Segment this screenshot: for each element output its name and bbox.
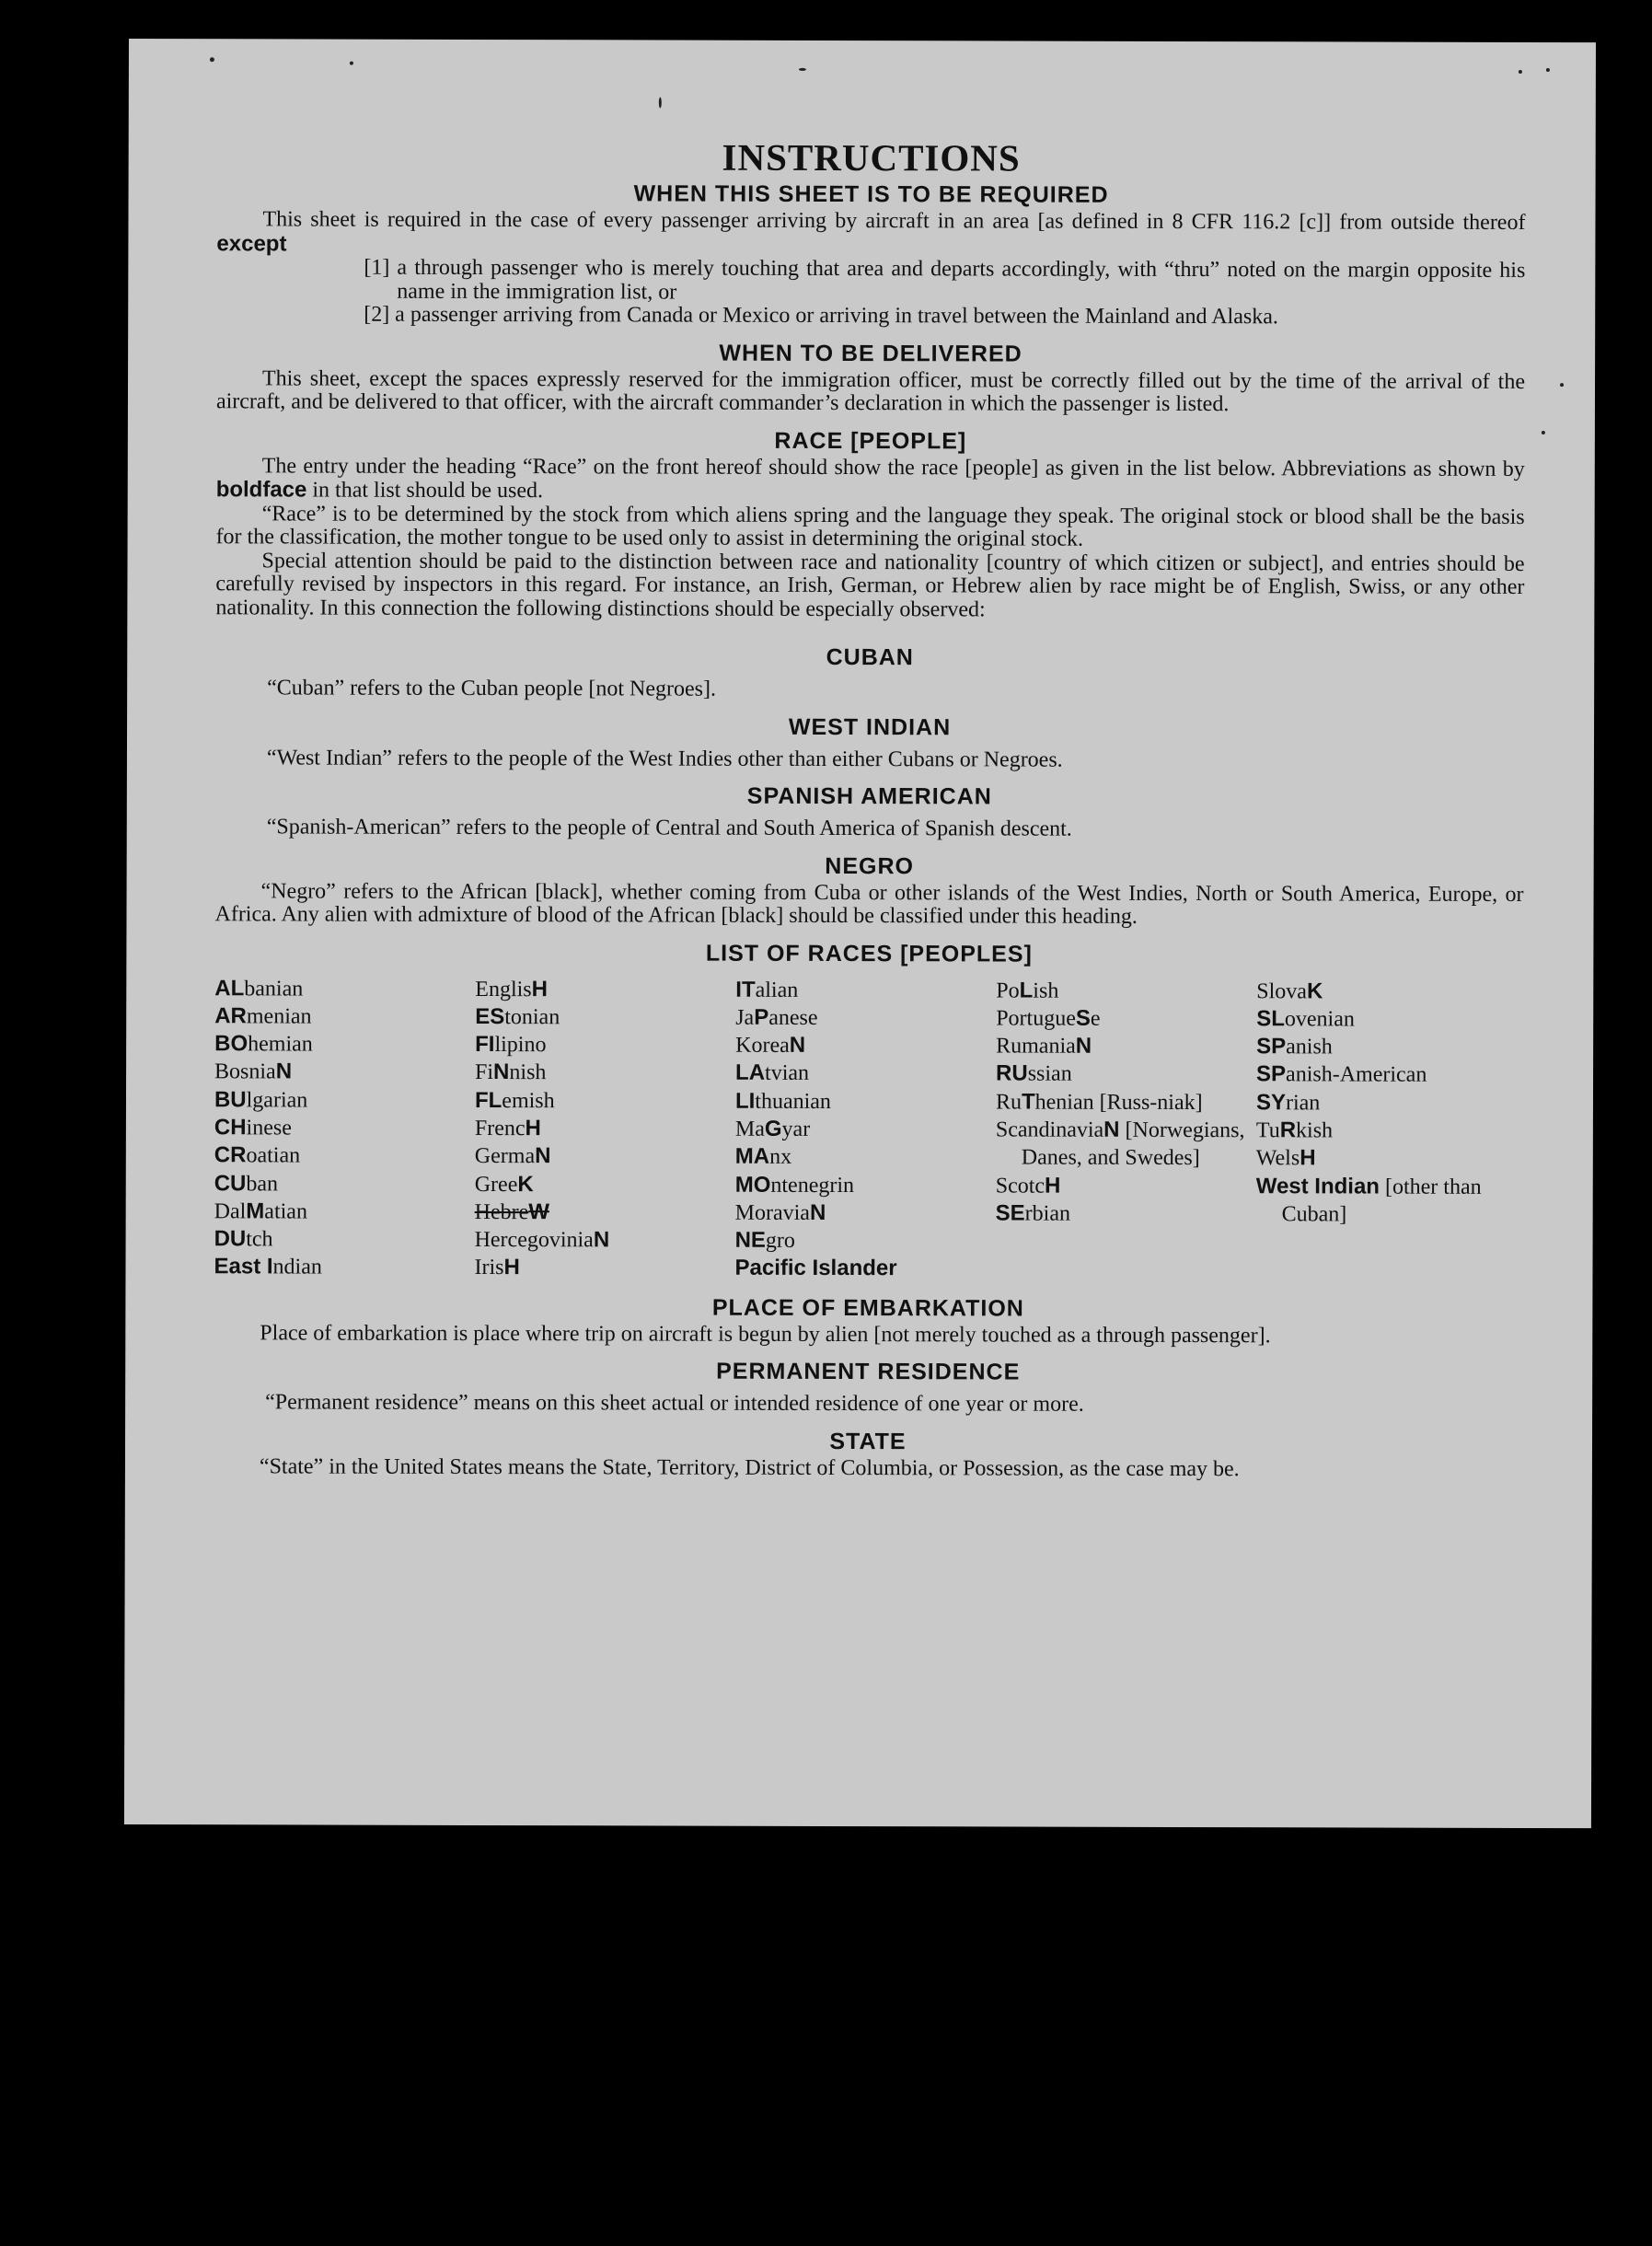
race-abbrev: RU <box>996 1060 1028 1086</box>
race-abbrev: CR <box>214 1142 247 1168</box>
heading-when-required: WHEN THIS SHEET IS TO BE REQUIRED <box>633 180 1109 208</box>
races-column-4 <box>995 977 1256 1284</box>
race-paragraph-3: Special attention should be paid to the distinction between race and nationality [country of which citizen or subject], and entries should be carefully revised by inspectors in this regard. For instance, an Irish, German, or Hebrew alien by race might be of English, Swiss, or any other nationality. In this connection the following distinctions should be especially observed: <box>215 548 1525 621</box>
race-entry: DalMatian <box>214 1198 307 1224</box>
scan-speck <box>1546 68 1550 72</box>
race-abbrev: FL <box>474 1087 503 1113</box>
race-entry: NEgro <box>734 1227 795 1254</box>
heading-west-indian: WEST INDIAN <box>788 713 952 740</box>
embarkation-text: Place of embarkation is place where trip on aircraft is begun by alien [not merely touched as a through passenger]. <box>260 1321 1271 1349</box>
scan-speck <box>799 68 806 71</box>
heading-place-of-embarkation: PLACE OF EMBARKATION <box>711 1294 1024 1322</box>
document-content <box>214 134 1526 1482</box>
race-abbrev: MO <box>734 1172 771 1198</box>
race-abbrev: AL <box>214 975 245 1001</box>
race-entry: FLemish <box>474 1087 555 1113</box>
required-intro-bold: except <box>216 230 287 256</box>
race-entry: EStonian <box>475 1003 560 1030</box>
race-entry: IrisH <box>474 1255 520 1280</box>
race-entry: RUssian <box>996 1060 1072 1087</box>
document-page <box>124 39 1596 1828</box>
race-abbrev: N <box>789 1032 806 1059</box>
race-abbrev: SP <box>1256 1034 1287 1059</box>
race-entry: MoraviaN <box>734 1199 826 1225</box>
negro-text: “Negro” refers to the African [black], whether coming from Cuba or other islands of the West Indies, North or South America, Europe, or Africa. Any alien with admixture of blood of the African [black] should be classified under this heading. <box>214 878 1524 929</box>
race-abbrev: R <box>1279 1117 1297 1143</box>
race-abbrev: FI <box>475 1032 495 1058</box>
race-abbrev: H <box>1045 1173 1061 1198</box>
state-text: “State” in the United States means the State, Territory, District of Columbia, or Possession, as the case may be. <box>259 1454 1240 1481</box>
race-abbrev: N <box>275 1059 293 1084</box>
race-abbrev: CU <box>214 1170 247 1196</box>
race-paragraph-2: “Race” is to be determined by the stock from which aliens spring and the language they speak. The original stock or blood shall be the basis for the classification, the mother tongue to be used only to assist in determining the original stock. <box>215 501 1525 551</box>
scan-speck <box>1560 383 1564 387</box>
race-entry: DUtch <box>214 1226 273 1252</box>
race-entry: PoLish <box>996 978 1059 1003</box>
race-abbrev: S <box>1075 1005 1091 1031</box>
race-abbrev: West Indian <box>1255 1173 1381 1199</box>
race-entry: West Indian [other than Cuban] <box>1255 1173 1482 1227</box>
race-entry: KoreaN <box>735 1032 806 1059</box>
spanish-american-text: “Spanish-American” refers to the people of Central and South America of Spanish descent. <box>266 815 1072 841</box>
scan-speck <box>1519 70 1522 74</box>
race-abbrev: H <box>1300 1145 1316 1171</box>
required-item-1: [1] a through passenger who is merely touching that area and departs accordingly, with “thru” noted on the margin opposite his name in the immigration list, or <box>364 255 1526 305</box>
race-abbrev: CH <box>214 1115 247 1140</box>
race-entry: ALbanian <box>214 975 304 1001</box>
race-entry: ScandinaviaN [Norwegians, Danes, and Swedes] <box>995 1117 1245 1171</box>
race-abbrev: H <box>503 1255 520 1280</box>
race-abbrev: NE <box>734 1227 766 1253</box>
race-abbrev: M <box>246 1198 265 1224</box>
race-abbrev: SY <box>1255 1089 1287 1115</box>
race-p1-bold: boldface <box>215 477 307 503</box>
race-abbrev: K <box>1306 978 1323 1003</box>
race-entry: WelsH <box>1255 1145 1316 1171</box>
race-abbrev: N <box>535 1143 551 1169</box>
race-entry: MaGyar <box>734 1116 811 1141</box>
race-entry: ITalian <box>735 977 799 1002</box>
heading-spanish-american: SPANISH AMERICAN <box>746 782 992 810</box>
race-abbrev: N <box>1103 1117 1120 1142</box>
race-entry: SPanish <box>1256 1034 1333 1059</box>
race-entry: CHinese <box>214 1115 292 1140</box>
race-abbrev: H <box>525 1116 541 1141</box>
race-entry: SPanish-American <box>1256 1061 1427 1088</box>
race-entry: HebreW <box>474 1199 549 1225</box>
race-entry: FrencH <box>474 1116 541 1141</box>
race-abbrev: SL <box>1256 1006 1285 1032</box>
required-intro <box>216 208 1525 260</box>
race-abbrev: BO <box>214 1031 248 1057</box>
race-entry: MAnx <box>734 1144 792 1170</box>
race-entry: SYrian <box>1255 1089 1321 1116</box>
race-entry: HercegoviniaN <box>474 1227 610 1253</box>
race-paragraph-1 <box>216 455 1525 506</box>
required-intro-text: This sheet is required in the case of every passenger arriving by aircraft in an area [as defined in 8 CFR 116.2 [c]] from outside thereof <box>262 207 1526 235</box>
race-abbrev: DU <box>214 1226 247 1252</box>
races-column-3 <box>734 976 996 1283</box>
race-abbrev: N <box>1075 1033 1092 1059</box>
race-entry: CRoatian <box>214 1142 301 1168</box>
race-abbrev: MA <box>734 1144 770 1170</box>
scan-speck <box>659 98 662 109</box>
race-entry: FIlipino <box>475 1032 547 1058</box>
race-abbrev: AR <box>214 1003 247 1029</box>
race-abbrev: L <box>1019 978 1034 1003</box>
races-column-5 <box>1255 978 1532 1285</box>
race-abbrev: LA <box>735 1060 766 1086</box>
race-abbrev: W <box>528 1199 549 1225</box>
race-entry: BUlgarian <box>214 1086 308 1113</box>
race-abbrev: ES <box>475 1003 505 1029</box>
race-abbrev: T <box>1021 1089 1035 1115</box>
race-entry: BOhemian <box>214 1031 313 1057</box>
race-entry: SErbian <box>995 1200 1071 1226</box>
race-entry: GermaN <box>474 1143 551 1169</box>
west-indian-text: “West Indian” refers to the people of the West Indies other than either Cubans or Negroes. <box>266 745 1063 772</box>
race-entry <box>734 1255 995 1283</box>
required-item-2: [2] a passenger arriving from Canada or Mexico or arriving in travel between the Mainland and Alaska. <box>364 302 1278 330</box>
race-entry: JaPanese <box>735 1004 818 1030</box>
race-entry: RumaniaN <box>996 1033 1092 1059</box>
heading-permanent-residence: PERMANENT RESIDENCE <box>716 1358 1021 1385</box>
race-entry: EnglisH <box>475 976 549 1001</box>
race-abbrev: SE <box>995 1200 1025 1226</box>
race-abbrev: H <box>531 976 549 1001</box>
race-abbrev: East I <box>214 1254 273 1279</box>
cuban-text: “Cuban” refers to the Cuban people [not Negroes]. <box>267 676 717 701</box>
race-abbrev: P <box>754 1004 769 1030</box>
races-list <box>214 975 1523 1285</box>
heading-negro: NEGRO <box>825 852 915 879</box>
race-entry: GreeK <box>474 1171 534 1197</box>
scan-speck <box>1542 431 1545 434</box>
race-p1-end: in that list should be used. <box>306 478 544 504</box>
race-entry: FiNnish <box>475 1059 547 1085</box>
heading-state: STATE <box>829 1428 907 1454</box>
document-title: INSTRUCTIONS <box>722 135 1021 179</box>
heading-when-delivered: WHEN TO BE DELIVERED <box>719 340 1022 367</box>
races-column-1 <box>214 975 475 1282</box>
race-entry: RuThenian [Russ-niak] <box>995 1089 1203 1115</box>
races-column-2 <box>474 975 735 1282</box>
race-abbrev: N <box>493 1059 510 1085</box>
race-entry: ARmenian <box>214 1003 312 1029</box>
race-abbrev: Pacific Islander <box>734 1256 897 1281</box>
race-abbrev: LI <box>734 1088 756 1114</box>
race-entry: SLovenian <box>1256 1006 1355 1032</box>
race-entry: MOntenegrin <box>734 1172 855 1198</box>
delivered-text: This sheet, except the spaces expressly reserved for the immigration officer, must be correctly filled out by the time of the arrival of the aircraft, and be delivered to that officer, with the aircraft commander’s declaration in which the passenger is listed. <box>215 365 1526 417</box>
heading-list-of-races: LIST OF RACES [PEOPLES] <box>705 940 1033 967</box>
scan-speck <box>350 62 353 65</box>
race-abbrev: K <box>517 1171 534 1197</box>
race-abbrev: G <box>764 1116 782 1141</box>
heading-cuban: CUBAN <box>826 643 914 671</box>
race-entry: BosniaN <box>214 1059 293 1084</box>
race-abbrev: BU <box>214 1086 247 1113</box>
race-entry: LAtvian <box>735 1060 810 1086</box>
race-entry: TuRkish <box>1255 1117 1334 1143</box>
race-entry: East Indian <box>214 1254 322 1280</box>
race-entry: ScotcH <box>995 1173 1061 1198</box>
race-abbrev: IT <box>735 977 756 1002</box>
residence-text: “Permanent residence” means on this sheet actual or intended residence of one year or more. <box>265 1390 1084 1417</box>
race-entry: LIthuanian <box>734 1088 831 1114</box>
heading-race: RACE [PEOPLE] <box>774 427 967 454</box>
race-p1-start: The entry under the heading “Race” on the front hereof should show the race [people] as given in the list below. Abbreviations as shown by <box>261 453 1525 481</box>
scan-speck <box>210 57 214 62</box>
race-abbrev: SP <box>1256 1061 1287 1087</box>
race-abbrev: N <box>809 1199 826 1225</box>
race-entry: PortugueSe <box>996 1005 1101 1031</box>
race-entry: SlovaK <box>1256 978 1323 1003</box>
race-entry: CUban <box>214 1170 279 1197</box>
race-abbrev: N <box>593 1227 610 1253</box>
